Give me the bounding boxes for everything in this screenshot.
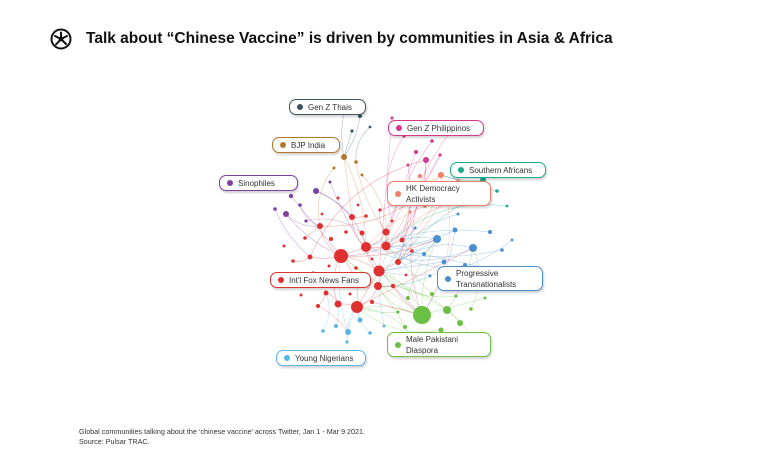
community-label-progressive-transnationalists	[437, 266, 543, 291]
network-node-intl-fox-news-fans	[371, 258, 374, 261]
community-label-gen-z-philippinos	[388, 120, 484, 136]
network-edge	[300, 205, 320, 226]
network-node-gen-z-philippinos	[391, 117, 394, 120]
network-edge	[344, 116, 360, 157]
network-node-male-pakistani-diaspora	[457, 320, 463, 326]
community-label-text: Young Nigerians	[295, 353, 354, 363]
community-color-dot	[278, 277, 284, 283]
network-node-male-pakistani-diaspora	[396, 310, 399, 313]
network-node-sinophiles	[313, 188, 319, 194]
caption-description: Global communities talking about the ‘chinese vaccine’ across Twitter, Jan 1 - Mar 9 2021.	[79, 427, 366, 436]
network-node-sinophiles	[289, 194, 293, 198]
network-node-intl-fox-news-fans	[317, 223, 323, 229]
network-node-young-nigerians	[321, 329, 325, 333]
network-node-progressive-transnationalists	[442, 260, 447, 265]
network-node-bjp-india	[361, 174, 364, 177]
network-node-gen-z-philippinos	[430, 139, 434, 143]
network-node-progressive-transnationalists	[511, 239, 514, 242]
network-edge	[293, 257, 310, 262]
network-node-southern-africans	[495, 189, 499, 193]
network-edge	[356, 162, 386, 232]
community-label-southern-africans	[450, 162, 546, 178]
network-node-young-nigerians	[345, 329, 351, 335]
community-label-young-nigerians	[276, 350, 366, 366]
network-node-sinophiles	[304, 219, 307, 222]
network-node-progressive-transnationalists	[488, 230, 492, 234]
network-node-intl-fox-news-fans	[303, 236, 307, 240]
network-node-bjp-india	[354, 160, 358, 164]
network-node-young-nigerians	[368, 331, 372, 335]
network-node-gen-z-philippinos	[407, 164, 410, 167]
network-node-intl-fox-news-fans	[391, 220, 394, 223]
community-label-sinophiles	[219, 175, 298, 191]
network-node-intl-fox-news-fans	[357, 204, 360, 207]
network-edge	[318, 168, 334, 226]
network-node-young-nigerians	[345, 340, 348, 343]
network-node-intl-fox-news-fans	[349, 293, 352, 296]
network-node-intl-fox-news-fans	[283, 245, 286, 248]
network-node-intl-fox-news-fans	[324, 291, 329, 296]
network-node-intl-fox-news-fans	[351, 301, 363, 313]
community-color-dot	[227, 180, 233, 186]
network-node-gen-z-philippinos	[438, 153, 441, 156]
caption-source: Source: Pulsar TRAC.	[79, 437, 150, 446]
community-label-text: Gen Z Thais	[308, 102, 352, 112]
network-node-intl-fox-news-fans	[321, 213, 324, 216]
network-node-intl-fox-news-fans	[383, 229, 390, 236]
network-node-progressive-transnationalists	[433, 235, 441, 243]
network-node-progressive-transnationalists	[469, 244, 477, 252]
network-node-southern-africans	[506, 205, 509, 208]
page-title: Talk about “Chinese Vaccine” is driven by communities in Asia & Africa	[86, 30, 613, 47]
community-color-dot	[458, 167, 464, 173]
network-node-intl-fox-news-fans	[374, 266, 385, 277]
network-node-intl-fox-news-fans	[378, 208, 381, 211]
network-node-gen-z-philippinos	[414, 150, 418, 154]
community-label-male-pakistani-diaspora	[387, 332, 491, 357]
community-label-text: HK Democracy Activists	[406, 183, 460, 204]
network-node-intl-fox-news-fans	[364, 214, 368, 218]
network-node-gen-z-thais	[369, 126, 372, 129]
network-node-young-nigerians	[334, 324, 338, 328]
network-node-progressive-transnationalists	[453, 228, 458, 233]
network-node-intl-fox-news-fans	[329, 237, 333, 241]
network-node-intl-fox-news-fans	[360, 231, 365, 236]
network-node-intl-fox-news-fans	[291, 259, 295, 263]
network-node-male-pakistani-diaspora	[443, 306, 451, 314]
network-node-young-nigerians	[383, 325, 386, 328]
network-node-progressive-transnationalists	[457, 213, 460, 216]
network-node-male-pakistani-diaspora	[403, 325, 407, 329]
network-edge	[356, 127, 370, 162]
network-node-bjp-india	[341, 154, 347, 160]
network-node-intl-fox-news-fans	[335, 301, 342, 308]
network-node-male-pakistani-diaspora	[413, 306, 431, 324]
network-node-male-pakistani-diaspora	[406, 296, 410, 300]
network-node-hk-democracy-activists	[418, 174, 422, 178]
community-label-text: Gen Z Philippinos	[407, 123, 471, 133]
network-node-intl-fox-news-fans	[334, 249, 348, 263]
network-node-male-pakistani-diaspora	[469, 307, 473, 311]
network-node-intl-fox-news-fans	[391, 284, 395, 288]
community-label-text: Male Pakistani Diaspora	[406, 334, 459, 355]
community-color-dot	[395, 191, 401, 197]
network-node-male-pakistani-diaspora	[484, 297, 487, 300]
community-color-dot	[297, 104, 303, 110]
network-node-progressive-transnationalists	[422, 252, 426, 256]
community-label-text: Int'l Fox News Fans	[289, 275, 359, 285]
network-edge	[344, 131, 352, 157]
network-node-intl-fox-news-fans	[300, 294, 303, 297]
network-node-hk-democracy-activists	[409, 211, 412, 214]
network-node-sinophiles	[273, 207, 277, 211]
network-node-young-nigerians	[358, 318, 363, 323]
network-node-progressive-transnationalists	[500, 248, 504, 252]
community-color-dot	[445, 276, 451, 282]
network-node-gen-z-philippinos	[423, 157, 429, 163]
network-node-male-pakistani-diaspora	[454, 294, 457, 297]
community-label-gen-z-thais	[289, 99, 366, 115]
network-node-bjp-india	[333, 167, 336, 170]
network-node-intl-fox-news-fans	[410, 249, 414, 253]
network-node-intl-fox-news-fans	[400, 238, 405, 243]
network-edge	[357, 306, 422, 315]
figure-caption	[79, 427, 365, 447]
community-label-intl-fox-news-fans	[270, 272, 371, 288]
network-node-intl-fox-news-fans	[395, 259, 401, 265]
network-node-intl-fox-news-fans	[382, 242, 391, 251]
network-node-intl-fox-news-fans	[361, 242, 371, 252]
network-node-progressive-transnationalists	[413, 226, 416, 229]
community-color-dot	[280, 142, 286, 148]
network-node-intl-fox-news-fans	[328, 265, 331, 268]
network-node-progressive-transnationalists	[429, 275, 432, 278]
network-node-intl-fox-news-fans	[405, 274, 408, 277]
network-node-sinophiles	[298, 203, 302, 207]
network-node-hk-democracy-activists	[438, 172, 444, 178]
network-edge	[318, 306, 348, 332]
network-node-intl-fox-news-fans	[374, 282, 382, 290]
community-label-text: Progressive Transnationalists	[456, 268, 517, 289]
network-node-intl-fox-news-fans	[349, 214, 355, 220]
community-label-hk-democracy-activists	[387, 181, 491, 206]
community-color-dot	[396, 125, 402, 131]
network-node-gen-z-thais	[350, 129, 353, 132]
network-node-intl-fox-news-fans	[308, 255, 313, 260]
network-node-intl-fox-news-fans	[354, 266, 358, 270]
network-node-intl-fox-news-fans	[316, 304, 320, 308]
community-label-text: BJP India	[291, 140, 326, 150]
network-node-sinophiles	[329, 181, 332, 184]
network-node-intl-fox-news-fans	[344, 230, 348, 234]
network-edge	[339, 256, 348, 332]
community-label-bjp-india	[272, 137, 340, 153]
network-node-intl-fox-news-fans	[370, 300, 374, 304]
community-color-dot	[284, 355, 290, 361]
community-label-text: Southern Africans	[469, 165, 533, 175]
community-label-text: Sinophiles	[238, 178, 275, 188]
network-node-male-pakistani-diaspora	[430, 292, 434, 296]
network-node-intl-fox-news-fans	[337, 197, 340, 200]
network-node-sinophiles	[283, 211, 289, 217]
community-color-dot	[395, 342, 401, 348]
